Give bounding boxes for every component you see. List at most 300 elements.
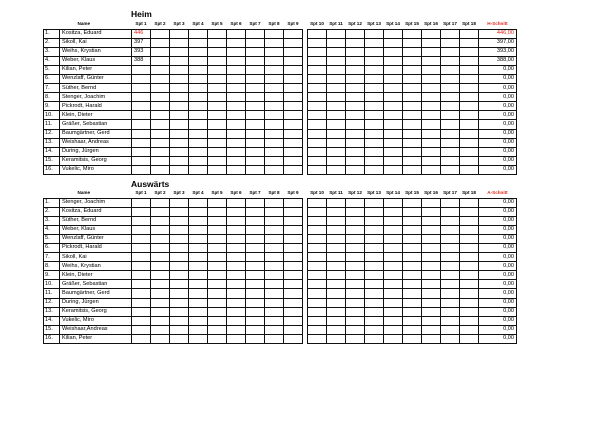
score-cell xyxy=(422,75,441,84)
score-cell xyxy=(170,75,189,84)
score-cell xyxy=(265,138,284,147)
score-cell xyxy=(170,226,189,235)
score-cell xyxy=(170,280,189,289)
score-cell xyxy=(246,66,265,75)
matchday-header: Spt 2 xyxy=(154,21,166,27)
score-cell xyxy=(132,280,151,289)
score-cell xyxy=(460,208,479,217)
score-cell xyxy=(227,226,246,235)
matchday-header: Spt 9 xyxy=(287,190,299,196)
score-cell xyxy=(403,316,422,325)
score-cell: 397 xyxy=(132,39,151,48)
score-cell xyxy=(308,271,327,280)
score-cell xyxy=(265,280,284,289)
score-cell xyxy=(208,156,227,165)
score-cell xyxy=(132,66,151,75)
score-cell xyxy=(365,217,384,226)
score-cell xyxy=(170,244,189,253)
score-cell xyxy=(170,316,189,325)
score-cell xyxy=(441,217,460,226)
score-cell xyxy=(284,138,303,147)
score-cell xyxy=(384,307,403,316)
score-cell xyxy=(284,111,303,120)
score-cell xyxy=(170,165,189,174)
score-cell xyxy=(189,316,208,325)
score-cell xyxy=(284,199,303,208)
score-cell xyxy=(365,66,384,75)
score-cell xyxy=(346,165,365,174)
score-cell xyxy=(265,316,284,325)
player-row xyxy=(44,30,517,39)
score-cell xyxy=(403,253,422,262)
score-cell xyxy=(346,316,365,325)
score-cell xyxy=(132,289,151,298)
score-cell xyxy=(327,75,346,84)
score-cell xyxy=(189,307,208,316)
score-cell xyxy=(384,93,403,102)
score-cell xyxy=(441,208,460,217)
player-row xyxy=(44,262,517,271)
score-cell xyxy=(208,280,227,289)
score-cell xyxy=(460,307,479,316)
score-cell xyxy=(422,280,441,289)
score-cell xyxy=(151,111,170,120)
score-cell xyxy=(327,111,346,120)
score-cell xyxy=(208,262,227,271)
score-cell: 393 xyxy=(132,48,151,57)
score-cell xyxy=(327,120,346,129)
score-cell xyxy=(151,39,170,48)
average-header: H-Schnitt xyxy=(487,21,508,27)
score-cell xyxy=(308,253,327,262)
player-row xyxy=(44,307,517,316)
score-cell xyxy=(403,39,422,48)
score-cell xyxy=(151,102,170,111)
score-cell xyxy=(132,217,151,226)
score-cell xyxy=(308,39,327,48)
score-cell xyxy=(265,244,284,253)
average-cell: 0,00 xyxy=(479,316,517,325)
score-cell xyxy=(170,84,189,93)
score-cell xyxy=(189,208,208,217)
average-cell: 0,00 xyxy=(479,271,517,280)
score-cell xyxy=(441,199,460,208)
score-cell xyxy=(346,93,365,102)
score-cell xyxy=(170,66,189,75)
score-cell xyxy=(346,129,365,138)
average-cell: 0,00 xyxy=(479,226,517,235)
score-cell xyxy=(422,120,441,129)
score-cell xyxy=(346,66,365,75)
score-cell xyxy=(384,316,403,325)
player-row xyxy=(44,147,517,156)
score-cell xyxy=(227,307,246,316)
player-row xyxy=(44,84,517,93)
score-cell xyxy=(132,84,151,93)
score-cell xyxy=(308,138,327,147)
score-cell xyxy=(284,307,303,316)
score-cell: 446 xyxy=(132,30,151,39)
score-cell xyxy=(384,262,403,271)
player-name-cell: Sikoll, Kai xyxy=(60,253,132,262)
score-cell xyxy=(308,156,327,165)
score-cell xyxy=(327,217,346,226)
score-cell xyxy=(208,57,227,66)
score-cell xyxy=(246,271,265,280)
player-name-cell: Pickrodt, Harald xyxy=(60,244,132,253)
score-cell xyxy=(284,57,303,66)
score-cell xyxy=(346,262,365,271)
score-cell xyxy=(132,165,151,174)
score-cell xyxy=(365,271,384,280)
score-cell xyxy=(132,199,151,208)
score-cell xyxy=(403,48,422,57)
matchday-header: Spt 4 xyxy=(192,190,204,196)
score-cell xyxy=(265,208,284,217)
average-cell: 0,00 xyxy=(479,244,517,253)
score-cell xyxy=(308,316,327,325)
player-row xyxy=(44,298,517,307)
rank-cell: 16. xyxy=(44,165,60,174)
score-cell xyxy=(365,262,384,271)
score-cell xyxy=(346,217,365,226)
rank-cell: 13. xyxy=(44,307,60,316)
score-cell xyxy=(327,334,346,343)
score-cell xyxy=(384,271,403,280)
score-cell xyxy=(189,253,208,262)
score-cell xyxy=(460,30,479,39)
score-cell xyxy=(151,75,170,84)
score-cell xyxy=(308,147,327,156)
score-cell xyxy=(403,280,422,289)
average-header: A-Schnitt xyxy=(487,190,508,196)
score-cell xyxy=(284,325,303,334)
score-cell xyxy=(308,235,327,244)
score-cell xyxy=(346,208,365,217)
score-cell xyxy=(246,165,265,174)
score-cell xyxy=(208,208,227,217)
average-cell: 0,00 xyxy=(479,120,517,129)
score-cell xyxy=(441,244,460,253)
player-row xyxy=(44,235,517,244)
score-cell xyxy=(308,120,327,129)
score-cell xyxy=(384,156,403,165)
score-cell xyxy=(246,235,265,244)
score-cell xyxy=(284,39,303,48)
score-cell xyxy=(151,120,170,129)
matchday-header: Spt 13 xyxy=(367,190,381,196)
score-cell xyxy=(227,289,246,298)
score-cell xyxy=(460,199,479,208)
score-cell xyxy=(265,66,284,75)
score-cell xyxy=(308,129,327,138)
matchday-header: Spt 16 xyxy=(424,21,438,27)
score-cell xyxy=(308,334,327,343)
average-cell: 0,00 xyxy=(479,235,517,244)
rank-cell: 11. xyxy=(44,289,60,298)
score-cell xyxy=(284,262,303,271)
score-cell xyxy=(346,244,365,253)
score-cell xyxy=(403,262,422,271)
score-cell xyxy=(365,334,384,343)
score-cell xyxy=(460,147,479,156)
score-cell xyxy=(284,235,303,244)
player-name-cell: Süther, Bernd xyxy=(60,84,132,93)
score-cell xyxy=(460,129,479,138)
score-cell xyxy=(460,325,479,334)
average-cell: 0,00 xyxy=(479,280,517,289)
score-cell xyxy=(132,271,151,280)
score-cell xyxy=(132,226,151,235)
score-cell xyxy=(265,262,284,271)
score-cell xyxy=(151,226,170,235)
score-cell xyxy=(189,217,208,226)
score-cell xyxy=(227,208,246,217)
score-cell xyxy=(246,280,265,289)
player-row xyxy=(44,48,517,57)
score-cell xyxy=(327,235,346,244)
score-cell xyxy=(132,298,151,307)
score-cell xyxy=(208,334,227,343)
score-cell xyxy=(460,165,479,174)
score-cell xyxy=(308,84,327,93)
score-cell xyxy=(308,111,327,120)
score-cell xyxy=(284,84,303,93)
score-cell xyxy=(208,226,227,235)
score-cell xyxy=(284,93,303,102)
score-cell xyxy=(460,298,479,307)
score-cell xyxy=(246,102,265,111)
score-cell xyxy=(422,253,441,262)
score-cell xyxy=(246,316,265,325)
score-cell xyxy=(365,199,384,208)
score-cell xyxy=(365,280,384,289)
score-cell xyxy=(441,147,460,156)
score-cell xyxy=(384,217,403,226)
score-cell xyxy=(170,120,189,129)
score-cell xyxy=(265,235,284,244)
average-cell: 0,00 xyxy=(479,217,517,226)
average-cell: 0,00 xyxy=(479,93,517,102)
score-cell xyxy=(422,138,441,147)
matchday-header: Spt 3 xyxy=(173,190,185,196)
score-cell xyxy=(189,39,208,48)
player-row xyxy=(44,325,517,334)
player-row xyxy=(44,199,517,208)
score-cell xyxy=(365,39,384,48)
score-cell xyxy=(265,39,284,48)
score-cell xyxy=(422,111,441,120)
score-cell xyxy=(208,75,227,84)
score-cell xyxy=(284,120,303,129)
score-cell xyxy=(265,147,284,156)
score-cell xyxy=(208,165,227,174)
score-cell xyxy=(151,129,170,138)
score-cell xyxy=(327,199,346,208)
player-name-cell: Vukelic, Miro xyxy=(60,316,132,325)
score-cell xyxy=(170,217,189,226)
score-cell xyxy=(327,138,346,147)
score-cell xyxy=(189,120,208,129)
score-cell xyxy=(132,208,151,217)
score-cell xyxy=(308,325,327,334)
average-cell: 0,00 xyxy=(479,138,517,147)
name-header: Name xyxy=(77,190,91,196)
average-cell: 0,00 xyxy=(479,102,517,111)
score-cell xyxy=(346,235,365,244)
score-cell xyxy=(422,66,441,75)
score-cell xyxy=(441,325,460,334)
score-cell xyxy=(308,262,327,271)
score-cell xyxy=(384,298,403,307)
score-cell xyxy=(151,30,170,39)
player-row xyxy=(44,138,517,147)
score-cell xyxy=(346,120,365,129)
player-name-cell: Kilian, Peter xyxy=(60,334,132,343)
away-score-table xyxy=(43,189,517,344)
score-cell xyxy=(170,138,189,147)
matchday-header: Spt 11 xyxy=(329,21,343,27)
score-cell xyxy=(365,208,384,217)
score-cell xyxy=(265,120,284,129)
score-cell xyxy=(384,235,403,244)
score-cell xyxy=(189,57,208,66)
score-cell xyxy=(170,253,189,262)
score-cell xyxy=(246,298,265,307)
score-cell xyxy=(403,147,422,156)
score-cell xyxy=(365,316,384,325)
player-row xyxy=(44,39,517,48)
score-cell xyxy=(208,147,227,156)
score-cell xyxy=(327,280,346,289)
rank-cell: 2. xyxy=(44,208,60,217)
score-cell xyxy=(151,262,170,271)
score-cell xyxy=(422,57,441,66)
score-cell xyxy=(189,334,208,343)
score-cell xyxy=(208,102,227,111)
rank-cell: 9. xyxy=(44,271,60,280)
score-cell xyxy=(227,253,246,262)
score-cell xyxy=(346,307,365,316)
score-cell xyxy=(265,93,284,102)
score-cell xyxy=(246,307,265,316)
score-cell xyxy=(246,129,265,138)
score-cell xyxy=(308,165,327,174)
score-cell xyxy=(284,280,303,289)
score-cell xyxy=(151,147,170,156)
score-cell xyxy=(422,316,441,325)
score-cell xyxy=(265,325,284,334)
score-cell xyxy=(365,325,384,334)
score-cell xyxy=(189,226,208,235)
rank-cell: 12. xyxy=(44,298,60,307)
score-cell xyxy=(265,57,284,66)
matchday-header: Spt 10 xyxy=(310,21,324,27)
score-cell xyxy=(441,271,460,280)
score-cell xyxy=(441,334,460,343)
score-cell xyxy=(227,120,246,129)
score-cell xyxy=(346,147,365,156)
score-cell xyxy=(308,199,327,208)
average-cell: 397,00 xyxy=(479,39,517,48)
score-cell xyxy=(327,253,346,262)
score-cell xyxy=(227,102,246,111)
matchday-header: Spt 14 xyxy=(386,190,400,196)
score-cell xyxy=(170,325,189,334)
score-cell xyxy=(170,156,189,165)
score-cell xyxy=(284,129,303,138)
score-cell xyxy=(365,111,384,120)
score-cell xyxy=(265,48,284,57)
home-score-table xyxy=(43,20,517,175)
score-cell xyxy=(403,111,422,120)
average-cell: 0,00 xyxy=(479,129,517,138)
score-cell xyxy=(132,316,151,325)
score-cell xyxy=(246,120,265,129)
matchday-header: Spt 9 xyxy=(287,21,299,27)
score-cell xyxy=(227,280,246,289)
average-cell: 393,00 xyxy=(479,48,517,57)
score-cell xyxy=(441,138,460,147)
score-cell xyxy=(403,334,422,343)
score-cell xyxy=(170,208,189,217)
score-cell xyxy=(284,244,303,253)
score-cell xyxy=(422,289,441,298)
score-cell xyxy=(227,48,246,57)
score-cell xyxy=(151,84,170,93)
score-cell xyxy=(422,30,441,39)
score-cell xyxy=(384,111,403,120)
average-cell: 0,00 xyxy=(479,262,517,271)
score-cell xyxy=(170,129,189,138)
score-cell xyxy=(132,244,151,253)
score-cell xyxy=(441,111,460,120)
score-cell xyxy=(246,84,265,93)
score-cell xyxy=(460,316,479,325)
score-cell xyxy=(189,129,208,138)
score-cell xyxy=(227,298,246,307)
score-cell xyxy=(208,48,227,57)
score-cell xyxy=(227,39,246,48)
score-cell xyxy=(265,84,284,93)
header-row xyxy=(44,20,517,30)
player-name-cell: Kositza, Eduard xyxy=(60,30,132,39)
rank-cell: 8. xyxy=(44,93,60,102)
score-cell xyxy=(384,244,403,253)
player-name-cell: Keramitsis, Georg xyxy=(60,156,132,165)
score-cell xyxy=(151,244,170,253)
score-cell xyxy=(327,156,346,165)
rank-cell: 9. xyxy=(44,102,60,111)
score-cell xyxy=(132,75,151,84)
rank-cell: 8. xyxy=(44,262,60,271)
score-cell xyxy=(246,199,265,208)
score-cell xyxy=(170,102,189,111)
score-cell xyxy=(170,271,189,280)
score-cell xyxy=(441,66,460,75)
score-cell xyxy=(441,253,460,262)
score-cell xyxy=(189,280,208,289)
score-cell xyxy=(189,147,208,156)
average-cell: 388,00 xyxy=(479,57,517,66)
score-cell xyxy=(327,129,346,138)
matchday-header: Spt 17 xyxy=(443,190,457,196)
score-cell xyxy=(384,253,403,262)
score-cell xyxy=(365,120,384,129)
score-cell xyxy=(132,156,151,165)
score-cell xyxy=(189,325,208,334)
player-name-cell: Süther, Bernd xyxy=(60,217,132,226)
